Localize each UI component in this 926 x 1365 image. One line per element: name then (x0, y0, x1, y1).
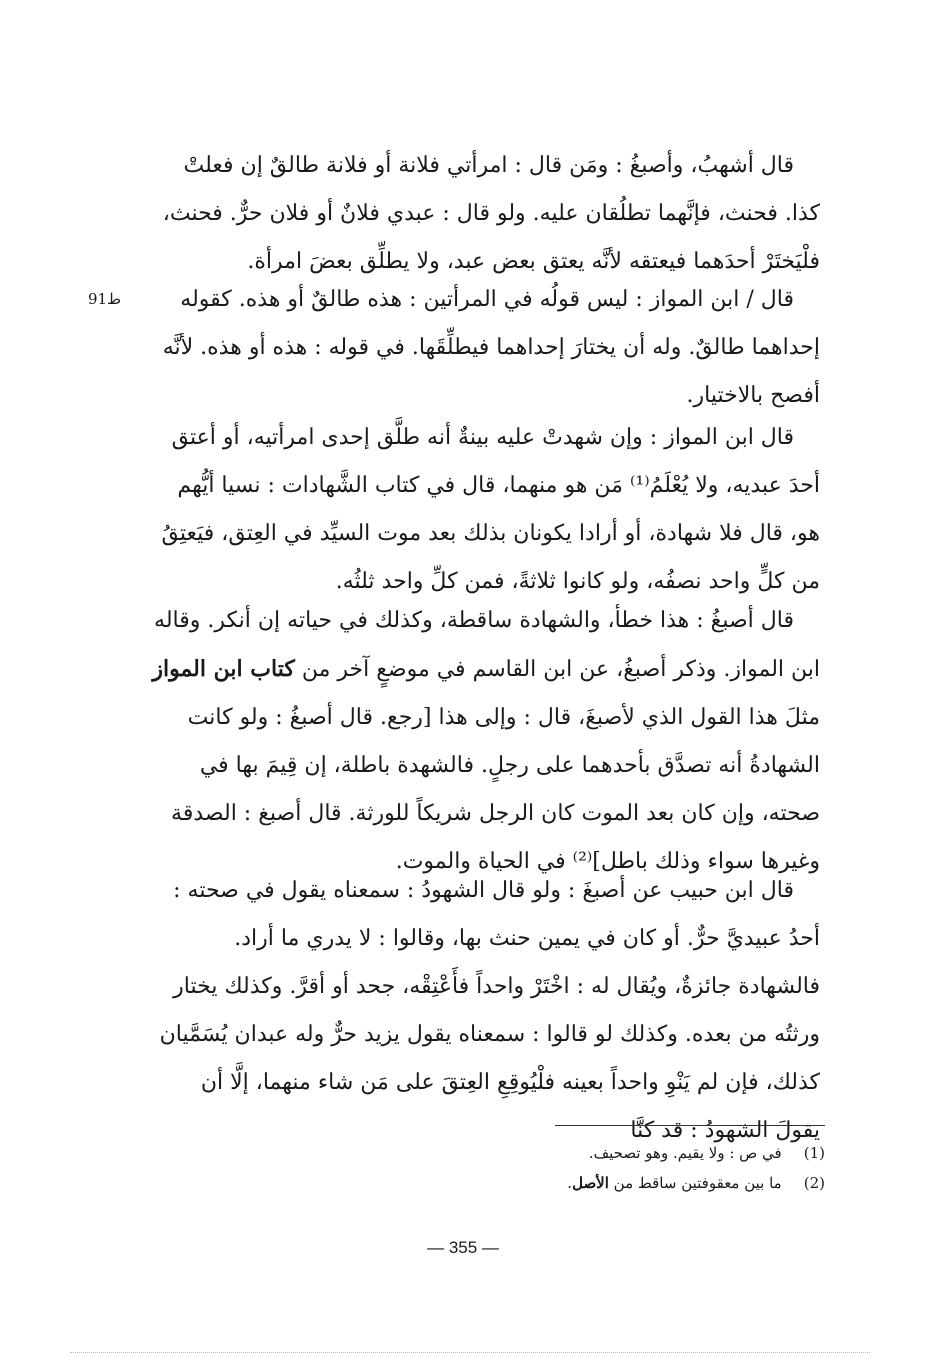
paragraph-text: قال أشهبُ، وأصبغُ : ومَن قال : امرأتي فلانة أو فلانة طالقٌ إن فعلتْ كذا. فحنث، فإنَّهما تطلُقان عليه. ولو قال : عبدي فلانٌ أو فلان حرٌّ. فحنث، فلْيَختَرْ أحدَهما فيعتقه لأنَّه يعتق بعض عبد، ولا يطلِّق بعضَ امرأة. (162, 153, 820, 274)
footnote-1 (430, 1138, 825, 1168)
paragraph-text-after: مثلَ هذا القول الذي لأصبغَ، قال : وإلى هذا [رجع. قال أصبغُ : ولو كانت الشهادةُ أنه تصدَّق بأحدهما على رجلٍ. فالشهدة باطلة، إن قِيمَ بها في صحته، وإن كان بعد الموت كان الرجل شريكاً للورثة. قال أصبغ : الصدقة وغيرها سواء وذلك باطل]⁽²⁾ في الحياة والموت. (171, 705, 820, 874)
margin-folio-note: ط91 (88, 290, 121, 308)
footnote-divider (555, 1125, 825, 1126)
paragraph-5 (150, 867, 820, 1155)
paragraph-3 (150, 414, 820, 606)
paragraph-4 (150, 597, 820, 886)
book-title: كتاب ابن المواز (152, 656, 295, 682)
paragraph-text (150, 597, 820, 886)
paragraph-text: قال ابن المواز : وإن شهدتْ عليه بينةٌ أنه طلَّق إحدى امرأتيه، أو أعتق أحدَ عبديه، ولا يُعْلَمُ⁽¹⁾ مَن هو منهما، قال في كتاب الشَّهادات : نسيا أيُّهم هو، قال فلا شهادة، أو أرادا يكونان بذلك بعد موت السيِّد في العِتق، فيَعتِقُ من كلٍّ واحد نصفُه، ولو كانوا ثلاثةً، فمن كلِّ واحد ثلثُه. (161, 425, 820, 594)
page-number: — 355 — (427, 1238, 499, 1257)
paragraph-text-before: قال أصبغُ : هذا خطأ، والشهادة ساقطة، وكذلك في حياته إن أنكر. وقاله ابن المواز. وذكر أصبغُ، عن ابن القاسم في موضعٍ آخر من (154, 608, 820, 682)
footnote-2 (430, 1168, 825, 1198)
scan-edge-line (70, 1352, 870, 1353)
footnote-bold-word: الأصل (572, 1174, 609, 1192)
footnote-text-after: . (567, 1174, 573, 1192)
footnotes (430, 1138, 825, 1198)
footnote-text (567, 1168, 781, 1198)
paragraph-text: قال / ابن المواز : ليس قولُه في المرأتين : هذه طالقٌ أو هذه. كقوله إحداهما طالقٌ. وله أن يختارَ إحداهما فيطلِّقَها. في قوله : هذه أو هذه. لأنَّه أفصح بالاختيار. (162, 287, 820, 408)
footnote-text: في ص : ولا يقيم. وهو تصحيف. (588, 1144, 782, 1162)
paragraph-2 (150, 276, 820, 420)
paragraph-1 (150, 142, 820, 286)
footnote-marker: (1) (803, 1144, 825, 1162)
footnote-text-before: ما بين معقوفتين ساقط من (608, 1174, 782, 1192)
paragraph-text: قال ابن حبيب عن أصبغَ : ولو قال الشهودُ : سمعناه يقول في صحته : أحدُ عبيديَّ حرٌّ. أو كان في يمين حنث بها، وقالوا : لا يدري ما أراد. فالشهادة جائزةٌ، ويُقال له : اخْتَرْ واحداً فأَعْتِقْه، جحد أو أقرَّ. وكذلك يختار ورثتُه من بعده. وكذلك لو قالوا : سمعناه يقول يزيد حرٌّ وله عبدان يُسَمَّيان كذلك، فإن لم يَنْوِ واحداً بعينه فلْيُوقِعِ العِتقَ على مَن شاء منهما، إلَّا أن يقولَ الشهودُ : قد كنَّا (159, 878, 820, 1143)
footnote-marker: (2) (803, 1174, 825, 1192)
